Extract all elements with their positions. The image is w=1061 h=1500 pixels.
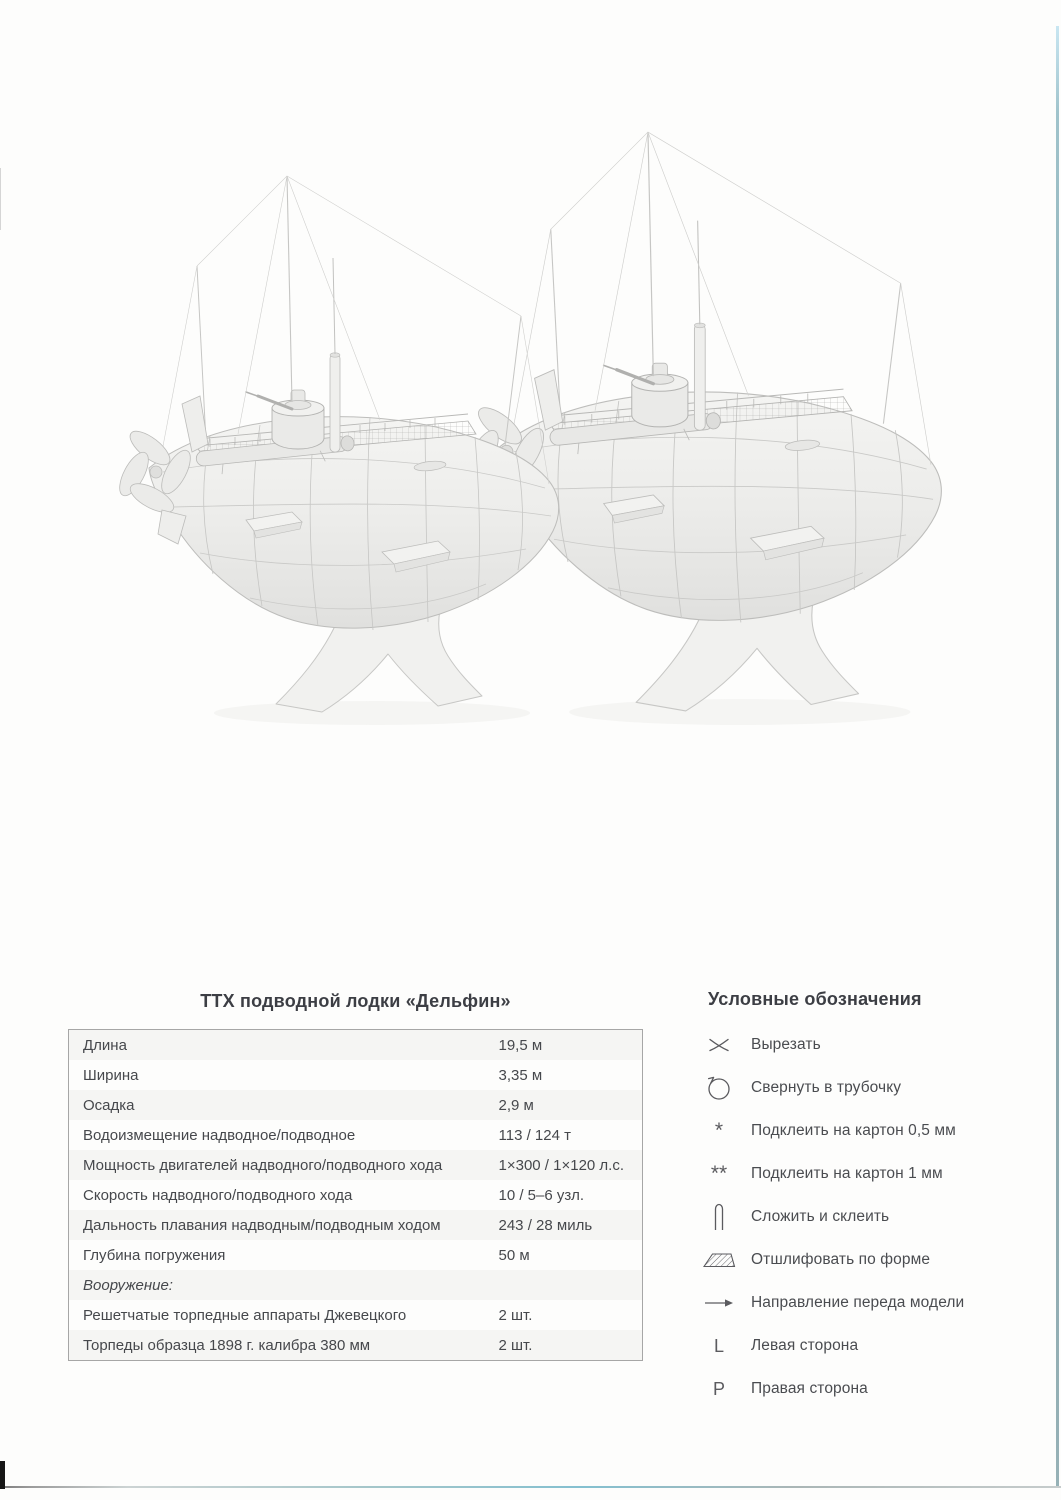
legend: [702, 989, 1002, 1422]
front-direction-arrow-icon: [702, 1297, 736, 1309]
fold-and-glue-icon: [702, 1202, 736, 1232]
table-row: [69, 1030, 643, 1061]
spec-table: [68, 1029, 643, 1361]
legend-item-label: Правая сторона: [751, 1380, 868, 1397]
table-row: [69, 1180, 643, 1210]
right-side-letter-icon: P: [712, 1379, 725, 1399]
spec-value: 10 / 5–6 узл.: [498, 1186, 585, 1204]
legend-item: [702, 1250, 1002, 1270]
spec-value: 113 / 124 т: [498, 1126, 571, 1144]
table-row: [69, 1300, 643, 1330]
spec-label: Ширина: [83, 1066, 139, 1084]
spec-label: Длина: [83, 1036, 127, 1054]
spec-table-title: ТТХ подводной лодки «Дельфин»: [200, 991, 511, 1011]
legend-item: [702, 1207, 1002, 1227]
spec-value: 50 м: [498, 1246, 530, 1264]
legend-item-label: Сложить и склеить: [751, 1208, 890, 1225]
legend-item: [702, 1121, 1002, 1141]
scan-edge-line-right: [1056, 26, 1059, 1487]
legend-item-label: Подклеить на картон 0,5 мм: [751, 1122, 956, 1139]
legend-item: [702, 1379, 1002, 1399]
roll-into-tube-icon: [702, 1074, 736, 1102]
table-row: [69, 1330, 643, 1361]
legend-item-label: Левая сторона: [751, 1337, 859, 1354]
table-row: [69, 1120, 643, 1150]
spec-value: 243 / 28 миль: [498, 1216, 593, 1234]
legend-item: [702, 1035, 1002, 1055]
spec-value: 3,35 м: [498, 1066, 543, 1084]
legend-item-label: Вырезать: [751, 1036, 821, 1053]
double-asterisk-icon: **: [710, 1162, 728, 1185]
table-row: [69, 1090, 643, 1120]
legend-item: [702, 1293, 1002, 1313]
table-row: [69, 1240, 643, 1270]
scan-corner-mark: [0, 1461, 5, 1489]
scan-edge-line-bottom: [0, 1486, 1061, 1488]
spec-label: Глубина погружения: [83, 1246, 226, 1264]
legend-item: [702, 1078, 1002, 1098]
spec-value: 2 шт.: [498, 1306, 533, 1324]
spec-value: 1×300 / 1×120 л.с.: [498, 1156, 625, 1174]
table-row: [69, 1150, 643, 1180]
spec-value: 2,9 м: [498, 1096, 534, 1114]
spec-label: Торпеды образца 1898 г. калибра 380 мм: [83, 1336, 371, 1354]
spec-value: 19,5 м: [498, 1036, 543, 1054]
legend-item-label: Подклеить на картон 1 мм: [751, 1165, 943, 1182]
table-row: [69, 1210, 643, 1240]
legend-item-label: Направление переда модели: [751, 1294, 965, 1311]
spec-value: [499, 1270, 643, 1300]
spec-label: Осадка: [83, 1096, 135, 1114]
legend-item-label: Свернуть в трубочку: [751, 1079, 902, 1096]
sand-to-shape-icon: [702, 1251, 736, 1269]
legend-title: Условные обозначения: [708, 989, 922, 1009]
submarine-render-left: [114, 176, 559, 725]
scan-edge-mark-left: [0, 168, 1, 230]
legend-item: [702, 1164, 1002, 1184]
table-section-row: [69, 1270, 643, 1300]
left-side-letter-icon: L: [713, 1336, 724, 1356]
table-row: [69, 1060, 643, 1090]
spec-label: Решетчатые торпедные аппараты Джевецкого: [83, 1306, 407, 1324]
scissors-icon: [702, 1037, 736, 1053]
spec-label: Мощность двигателей надводного/подводного хода: [83, 1156, 443, 1174]
spec-label: Скорость надводного/подводного хода: [83, 1186, 353, 1204]
legend-item-label: Отшлифовать по форме: [751, 1251, 931, 1268]
legend-item: [702, 1336, 1002, 1356]
asterisk-icon: *: [714, 1119, 724, 1142]
spec-label: Вооружение:: [83, 1276, 173, 1294]
spec-label: Водоизмещение надводное/подводное: [83, 1126, 356, 1144]
submarine-render-right: [461, 132, 941, 725]
spec-value: 2 шт.: [498, 1336, 533, 1354]
spec-label: Дальность плавания надводным/подводным ходом: [83, 1216, 441, 1234]
